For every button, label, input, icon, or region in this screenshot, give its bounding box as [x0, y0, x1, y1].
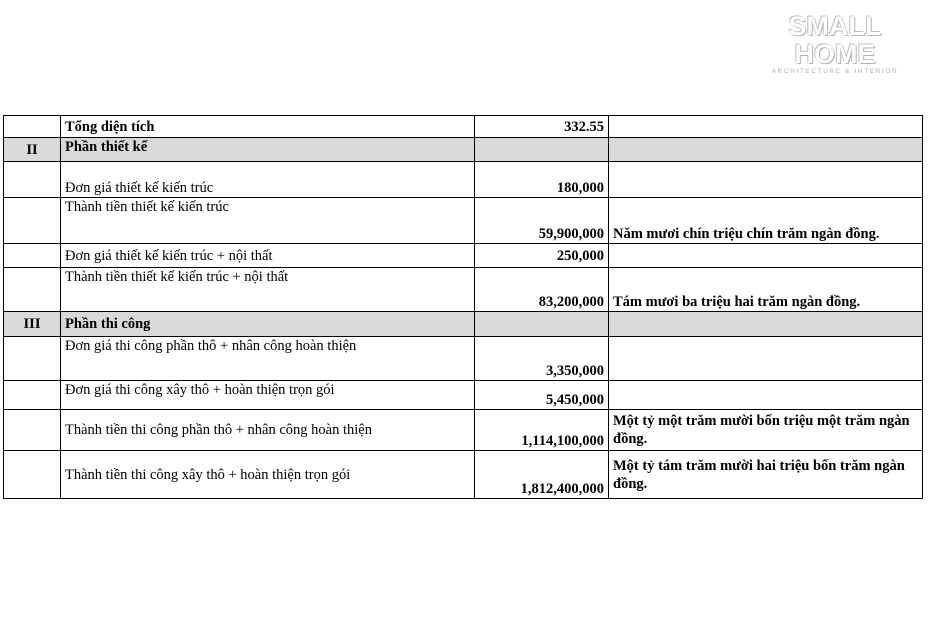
row-label: Đơn giá thi công phần thô + nhân công hoàn thiện — [61, 337, 475, 381]
table-row — [4, 381, 923, 410]
row-number — [4, 198, 61, 244]
row-note — [609, 116, 923, 138]
row-number — [4, 268, 61, 312]
row-value: 5,450,000 — [475, 381, 609, 410]
row-value: 3,350,000 — [475, 337, 609, 381]
row-number — [4, 116, 61, 138]
row-number — [4, 381, 61, 410]
row-label: Tổng diện tích — [61, 116, 475, 138]
row-number — [4, 162, 61, 198]
table-row — [4, 116, 923, 138]
row-value: 1,812,400,000 — [475, 451, 609, 499]
row-label: Đơn giá thiết kế kiến trúc + nội thất — [61, 244, 475, 268]
section-title: Phần thi công — [61, 312, 475, 337]
row-note — [609, 381, 923, 410]
logo-tagline: ARCHITECTURE & INTERIOR — [771, 68, 899, 75]
row-note — [609, 312, 923, 337]
cost-estimate-table — [3, 115, 923, 499]
row-label: Thành tiền thiết kế kiến trúc + nội thất — [61, 268, 475, 312]
row-label: Đơn giá thi công xây thô + hoàn thiện trọn gói — [61, 381, 475, 410]
logo-name: SMALL HOME — [788, 11, 882, 69]
row-note: Một tỷ một trăm mười bốn triệu một trăm ngàn đồng. — [609, 410, 923, 451]
table-row — [4, 410, 923, 451]
section-number: III — [4, 312, 61, 337]
row-value: 59,900,000 — [475, 198, 609, 244]
table-row — [4, 451, 923, 499]
section-row — [4, 312, 923, 337]
section-number: II — [4, 138, 61, 162]
section-title: Phần thiết kế — [61, 138, 475, 162]
table-row — [4, 244, 923, 268]
row-number — [4, 410, 61, 451]
table-row — [4, 162, 923, 198]
row-label: Thành tiền thi công xây thô + hoàn thiện trọn gói — [61, 451, 475, 499]
table-row — [4, 268, 923, 312]
row-note — [609, 244, 923, 268]
row-number — [4, 451, 61, 499]
row-value: 180,000 — [475, 162, 609, 198]
row-label: Đơn giá thiết kế kiến trúc — [61, 162, 475, 198]
row-note: Một tỷ tám trăm mười hai triệu bốn trăm ngàn đồng. — [609, 451, 923, 499]
row-value: 250,000 — [475, 244, 609, 268]
row-number — [4, 337, 61, 381]
row-value: 332.55 — [475, 116, 609, 138]
row-note — [609, 337, 923, 381]
table-row — [4, 337, 923, 381]
row-note: Tám mươi ba triệu hai trăm ngàn đồng. — [609, 268, 923, 312]
row-value: 83,200,000 — [475, 268, 609, 312]
row-label: Thành tiền thiết kế kiến trúc — [61, 198, 475, 244]
section-row — [4, 138, 923, 162]
row-label: Thành tiền thi công phần thô + nhân công hoàn thiện — [61, 410, 475, 451]
table-row — [4, 198, 923, 244]
brand-logo — [754, 12, 916, 76]
row-note: Năm mươi chín triệu chín trăm ngàn đồng. — [609, 198, 923, 244]
row-number — [4, 244, 61, 268]
row-note — [609, 138, 923, 162]
row-value — [475, 312, 609, 337]
row-note — [609, 162, 923, 198]
row-value: 1,114,100,000 — [475, 410, 609, 451]
row-value — [475, 138, 609, 162]
